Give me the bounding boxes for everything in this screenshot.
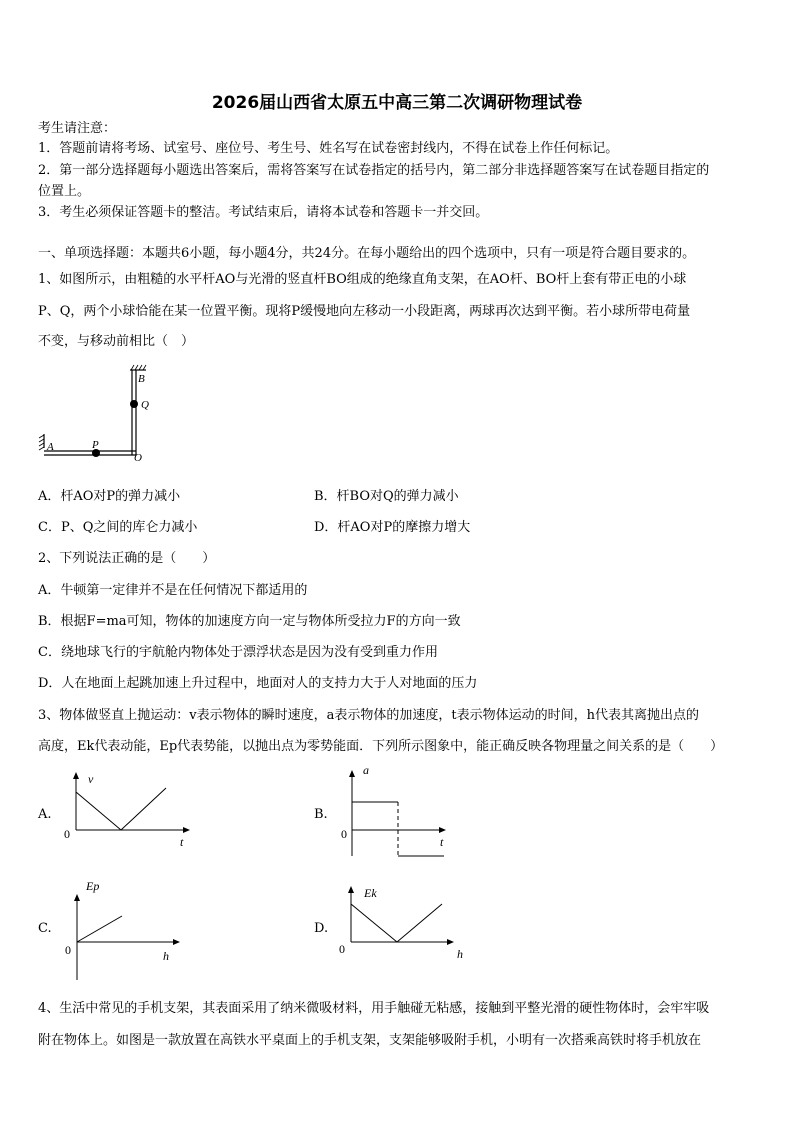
graph-a-ylabel: v [88,772,94,786]
notice-item: 位置上。 [38,184,91,199]
label-o: O [134,452,142,464]
question-4-line: 附在物体上。如图是一款放置在高铁水平桌面上的手机支架，支架能够吸附手机，小明有一次搭乘高铁时将手机放在 [38,1033,702,1048]
question-3-line: 高度，Ek代表动能，Ep代表势能，以抛出点为零势能面．下列所示图象中，能正确反映各物理量之间关系的是（ ） [38,739,724,754]
graph-option-d: D. [314,921,329,936]
option-c: C．绕地球飞行的宇航舱内物体处于漂浮状态是因为没有受到重力作用 [38,645,438,660]
notice-item: 1．答题前请将考场、试室号、座位号、考生号、姓名写在试卷密封线内，不得在试卷上作任何标记。 [38,141,619,156]
label-p: P [92,439,99,451]
option-c: C．P、Q之间的库仑力减小 [38,520,198,535]
graph-d [334,880,464,980]
graph-a [60,770,200,855]
question-2-stem: 2、下列说法正确的是（ ） [38,551,216,566]
graph-c-xlabel: h [163,949,169,963]
question-1-line: 1、如图所示，由粗糙的水平杆AO与光滑的竖直杆BO组成的绝缘直角支架，在AO杆、BO杆上套有带正电的小球 [38,272,687,287]
graph-b-origin: 0 [341,827,347,841]
question-4-line: 4、生活中常见的手机支架，其表面采用了纳米微吸材料，用手触碰无粘感，接触到平整光滑的硬性物体时，会牢牢吸 [38,1001,710,1016]
graph-a-xlabel: t [180,835,184,849]
support-frame-figure [36,362,166,472]
notice-item: 2．第一部分选择题每小题选出答案后，需将答案写在试卷指定的括号内，第二部分非选择题答案写在试卷题目指定的 [38,163,710,178]
graph-option-c: C. [38,921,52,936]
option-b: B．根据F=ma可知，物体的加速度方向一定与物体所受拉力F的方向一致 [38,614,461,629]
option-d: D．杆AO对P的摩擦力增大 [314,520,471,535]
graph-c-ylabel: Ep [86,879,100,893]
question-1-line: 不变，与移动前相比（ ） [38,334,195,349]
graph-a-origin: 0 [64,827,70,841]
label-q: Q [141,399,149,411]
graph-c [60,874,190,984]
graph-d-xlabel: h [457,947,463,961]
label-a: A [47,441,54,453]
option-b: B．杆BO对Q的弹力减小 [314,489,459,504]
graph-b-ylabel: a [363,763,369,777]
question-3-line: 3、物体做竖直上抛运动：v表示物体的瞬时速度，a表示物体的加速度，t表示物体运动的时间，h代表其离抛出点的 [38,708,699,723]
ball-q [130,400,138,408]
question-1-line: P、Q，两个小球恰能在某一位置平衡。现将P缓慢地向左移动一小段距离，两球再次达到平衡。若小球所带电荷量 [38,304,691,319]
page-title: 2026届山西省太原五中高三第二次调研物理试卷 [211,93,583,113]
option-d: D．人在地面上起跳加速上升过程中，地面对人的支持力大于人对地面的压力 [38,676,478,691]
option-a: A．牛顿第一定律并不是在任何情况下都适用的 [38,583,308,598]
graph-c-origin: 0 [65,943,71,957]
graph-option-b: B. [314,807,328,822]
label-b: B [138,373,145,385]
graph-d-ylabel: Ek [364,886,377,900]
graph-d-origin: 0 [339,942,345,956]
notice-heading: 考生请注意： [38,121,117,136]
graph-b [336,762,456,862]
option-a: A．杆AO对P的弹力减小 [38,489,181,504]
section-heading: 一、单项选择题：本题共6小题，每小题4分，共24分。在每小题给出的四个选项中，只有一项是符合题目要求的。 [38,246,696,261]
graph-option-a: A. [38,807,52,822]
graph-b-xlabel: t [440,835,444,849]
notice-item: 3．考生必须保证答题卡的整洁。考试结束后，请将本试卷和答题卡一并交回。 [38,205,489,220]
